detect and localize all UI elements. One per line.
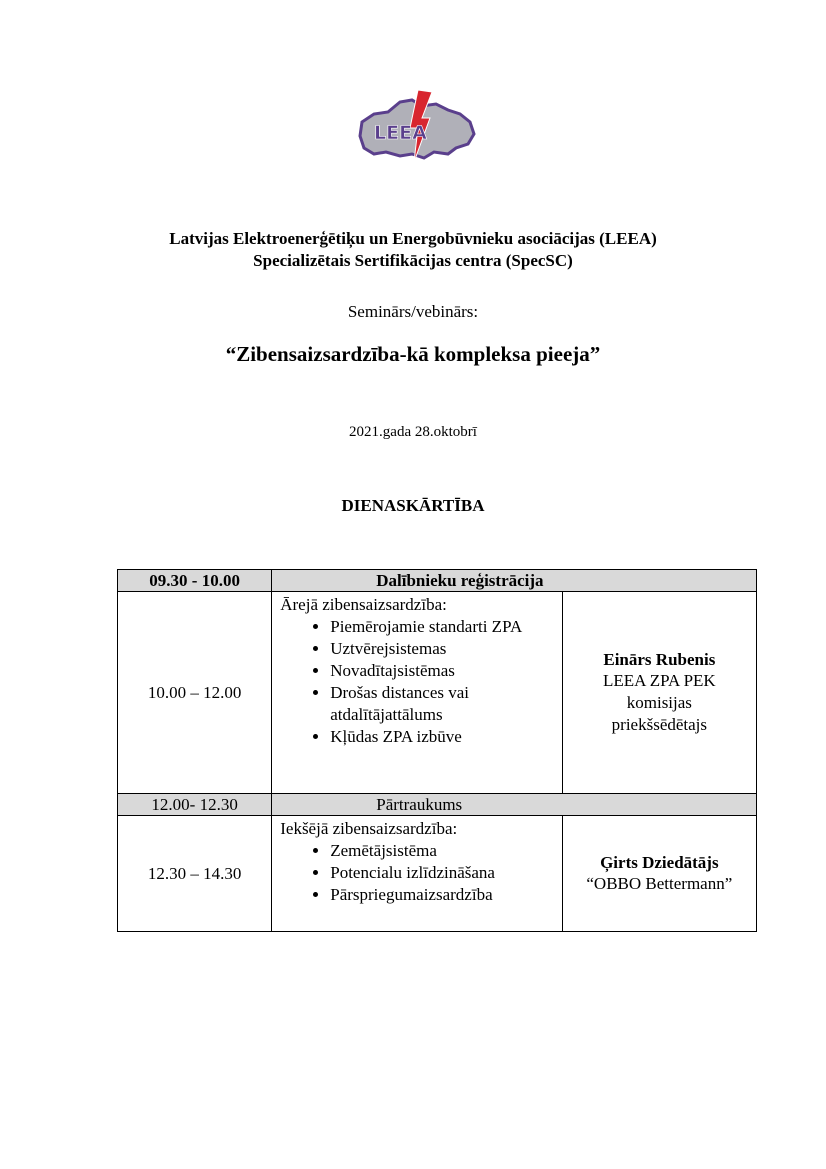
- break-label: Pārtraukums: [272, 794, 757, 816]
- list-item: • Potencialu izlīdzināšana: [330, 862, 557, 884]
- session-2-time: 12.30 – 14.30: [118, 816, 272, 932]
- agenda-heading: DIENASKĀRTĪBA: [341, 496, 485, 515]
- session-1-title: Ārejā zibensaizsardzība:: [280, 595, 447, 614]
- registration-row: [118, 570, 757, 592]
- session-2-speaker: [562, 816, 756, 932]
- list-item: • Novadītajsistēmas: [330, 660, 557, 682]
- speaker-role: komisijas: [626, 692, 692, 712]
- agenda-table: [117, 569, 757, 932]
- list-item: • Kļūdas ZPA izbūve: [330, 726, 557, 748]
- list-item: • Zemētājsistēma: [330, 840, 557, 862]
- organization-line-1: Latvijas Elektroenerģētiķu un Energobūvnieku asociācijas (LEEA): [169, 229, 657, 248]
- session-1-items: [280, 616, 557, 748]
- session-2-title: Iekšējā zibensaizsardzība:: [280, 819, 458, 838]
- event-date: 2021.gada 28.oktobrī: [349, 424, 477, 440]
- registration-time: 09.30 - 10.00: [118, 570, 272, 592]
- list-item: • Uztvērejsistemas: [330, 638, 557, 660]
- organization-line-2: Specializētais Sertifikācijas centra (SpecSC): [253, 251, 573, 270]
- event-type: Seminārs/vebinārs:: [347, 302, 479, 321]
- break-row: [118, 794, 757, 816]
- break-time: 12.00- 12.30: [118, 794, 272, 816]
- session-row-1: [118, 592, 757, 794]
- list-item: • Piemērojamie standarti ZPA: [330, 616, 557, 638]
- session-1-topic: [272, 592, 562, 794]
- speaker-name: Ģirts Dziedātājs: [600, 852, 719, 872]
- logo-text: LEEA: [374, 122, 427, 144]
- registration-label: Dalībnieku reģistrācija: [272, 570, 757, 592]
- session-2-items: [280, 840, 557, 906]
- list-item: • Pārspriegumaizsardzība: [330, 884, 557, 906]
- session-1-time: 10.00 – 12.00: [118, 592, 272, 794]
- session-1-speaker: [562, 592, 756, 794]
- speaker-role: “OBBO Bettermann”: [586, 873, 733, 893]
- list-item: • Drošas distances vai atdalītājattālums: [330, 682, 557, 726]
- event-title: “Zibensaizsardzība-kā kompleksa pieeja”: [225, 342, 601, 366]
- session-2-topic: [272, 816, 562, 932]
- session-row-2: [118, 816, 757, 932]
- speaker-role: priekšsēdētajs: [611, 714, 708, 734]
- leea-logo: [356, 88, 478, 164]
- speaker-role: LEEA ZPA PEK: [602, 670, 716, 690]
- speaker-name: Einārs Rubenis: [603, 649, 716, 669]
